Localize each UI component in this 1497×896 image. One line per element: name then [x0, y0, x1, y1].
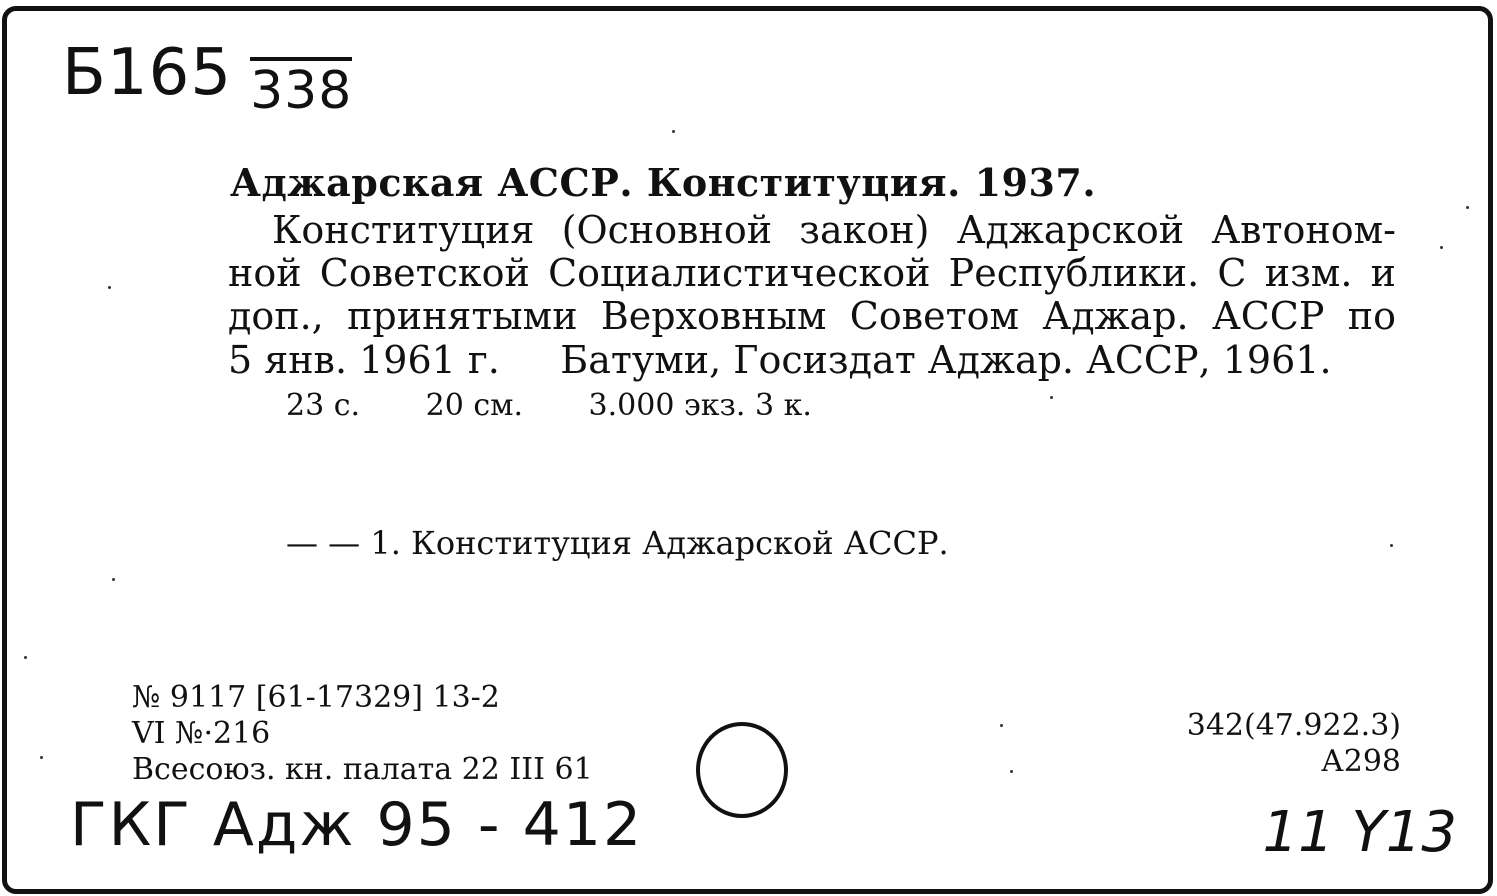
title-line-1: Конституция (Основной закон) Аджарской Автоном- [272, 208, 1396, 252]
collation-pages: 23 с. [286, 388, 361, 423]
scan-speck [1000, 724, 1003, 727]
title-line-3: доп., принятыми Верховным Советом Аджар. АССР по [228, 294, 1396, 338]
handwritten-fund-number: ГКГ Адж 95 - 412 [70, 790, 644, 860]
scan-speck [112, 578, 115, 581]
scan-speck [24, 656, 27, 659]
title-line-4: 5 янв. 1961 г. Батуми, Госиздат Аджар. АССР, 1961. [228, 338, 1332, 382]
stamp-circle [696, 722, 788, 818]
registry-number: № 9117 [61-17329] 13-2 [132, 680, 500, 715]
scan-speck [40, 756, 43, 759]
registry-block [132, 680, 593, 788]
registry-series: VI №·216 [132, 716, 271, 751]
scan-speck [672, 130, 675, 133]
collation-size: 20 см. [425, 388, 523, 423]
subject-tracing: — — 1. Конституция Аджарской АССР. [286, 524, 949, 562]
collation [286, 388, 868, 423]
shelf-mark-code: Б165 [62, 36, 233, 110]
scan-speck [1010, 770, 1013, 773]
scan-speck [1050, 396, 1053, 399]
scan-speck [108, 286, 111, 289]
title-line-2: ной Советской Социалистической Республики. С изм. и [228, 251, 1396, 295]
shelf-mark-fraction: 338 [250, 57, 352, 117]
scan-speck [1390, 544, 1393, 547]
author-sign: А298 [1321, 744, 1401, 779]
card-heading: Аджарская АССР. Конституция. 1937. [230, 160, 1097, 205]
scan-speck [1466, 206, 1469, 209]
scan-speck [1440, 246, 1443, 249]
classification-code: 342(47.922.3) [1186, 708, 1401, 743]
classification-block [1187, 708, 1401, 780]
shelf-mark [62, 36, 353, 121]
handwritten-inventory-number: 11 Y13 [1262, 800, 1457, 865]
collation-print-run: 3.000 экз. 3 к. [588, 388, 812, 423]
registry-chamber: Всесоюз. кн. палата 22 III 61 [132, 752, 593, 787]
